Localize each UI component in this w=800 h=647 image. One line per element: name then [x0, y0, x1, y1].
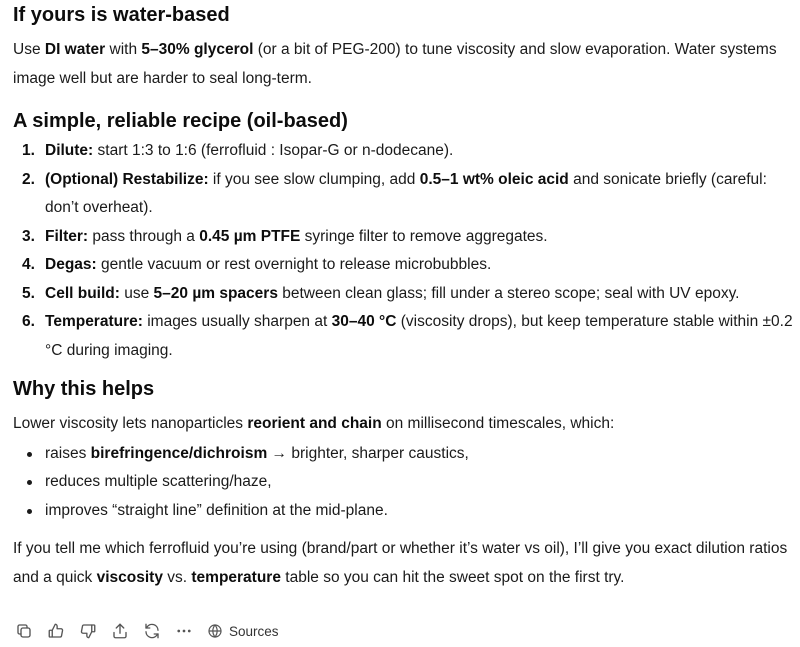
assistant-message [13, 0, 795, 592]
section-heading-water-based: If yours is water-based [13, 4, 230, 26]
list-item: raises birefringence/dichroism → brighter, sharper caustics, [13, 440, 795, 469]
share-button[interactable] [109, 620, 131, 642]
list-item: 3. Filter: pass through a 0.45 µm PTFE syringe filter to remove aggregates. [22, 227, 548, 245]
regenerate-icon [143, 622, 161, 640]
why-bullets-list [13, 440, 795, 526]
globe-icon [207, 623, 223, 639]
copy-button[interactable] [13, 620, 35, 642]
message-action-bar [13, 619, 279, 643]
section-heading-why: Why this helps [13, 378, 155, 400]
regenerate-button[interactable] [141, 620, 163, 642]
share-icon [111, 622, 129, 640]
list-item: 1. Dilute: start 1:3 to 1:6 (ferrofluid : Isopar-G or n-dodecane). [22, 142, 454, 159]
list-item: 6. Temperature: images usually sharpen at 30–40 °C (viscosity drops), but keep temperature stable within ±0.2 °C during imaging. [22, 313, 793, 359]
list-item: 5. Cell build: use 5–20 µm spacers between clean glass; fill under a stereo scope; seal with UV epoxy. [22, 284, 740, 302]
water-based-paragraph: Use DI water with 5–30% glycerol (or a bit of PEG-200) to tune viscosity and slow evaporation. Water systems image well but are harder to seal long-term. [13, 41, 777, 87]
bullet-dot [27, 480, 32, 485]
more-options-button[interactable] [173, 620, 195, 642]
closing-paragraph: If you tell me which ferrofluid you’re using (brand/part or whether it’s water vs oil), I’ll give you exact dilution ratios and a quick viscosity vs. temperature table so you can hit the sweet spot on the first try. [13, 540, 788, 586]
list-item: improves “straight line” definition at the mid-plane. [13, 497, 795, 526]
sources-label: Sources [229, 623, 279, 639]
list-item: 4. Degas: gentle vacuum or rest overnight to release microbubbles. [22, 256, 492, 273]
recipe-steps-list [13, 137, 795, 365]
thumbs-down-button[interactable] [77, 620, 99, 642]
why-lead-paragraph: Lower viscosity lets nanoparticles reorient and chain on millisecond timescales, which: [13, 415, 615, 432]
thumbs-down-icon [79, 622, 97, 640]
thumbs-up-icon [47, 622, 65, 640]
bullet-dot [27, 509, 32, 514]
section-heading-recipe: A simple, reliable recipe (oil-based) [13, 110, 348, 132]
bullet-dot [27, 452, 32, 457]
more-icon [175, 622, 193, 640]
thumbs-up-button[interactable] [45, 620, 67, 642]
list-item: reduces multiple scattering/haze, [13, 468, 795, 497]
copy-icon [15, 622, 33, 640]
list-item: 2. (Optional) Restabilize: if you see slow clumping, add 0.5–1 wt% oleic acid and sonicate briefly (careful: don’t overheat). [22, 170, 767, 216]
sources-button[interactable] [207, 623, 279, 639]
